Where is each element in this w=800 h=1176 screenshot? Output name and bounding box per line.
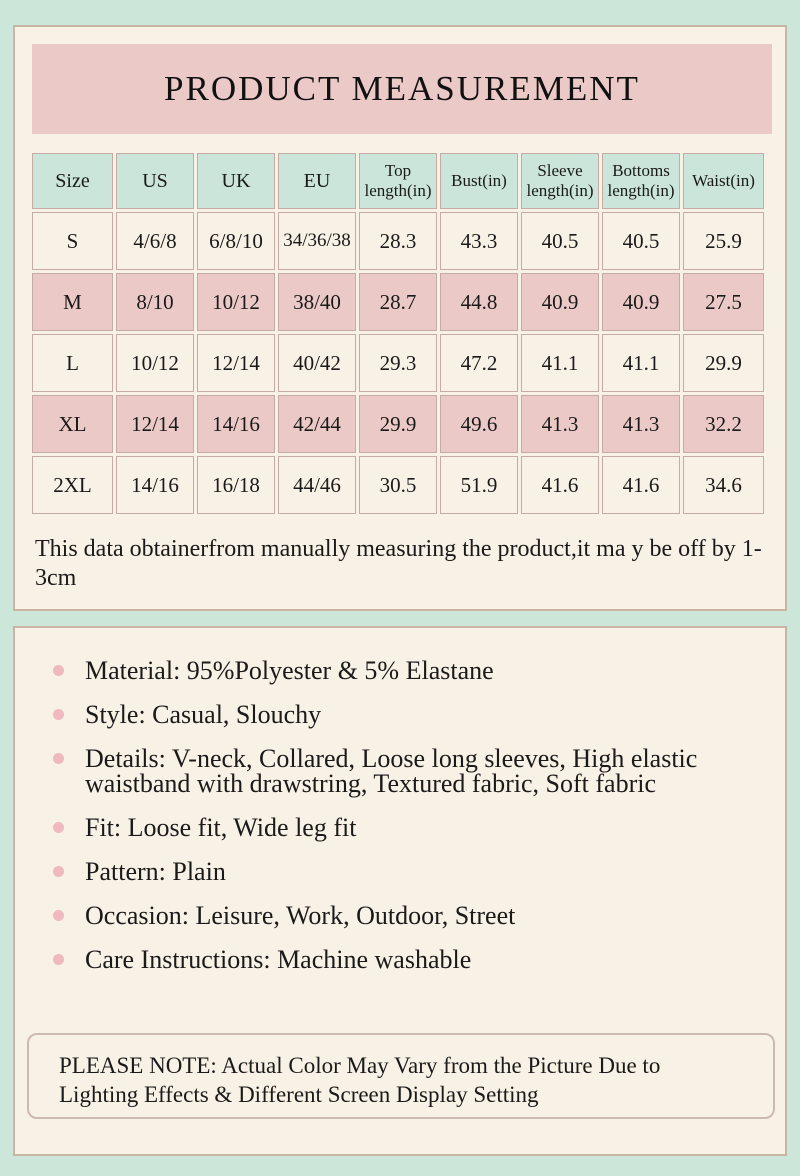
cell-eu: 42/44 [278, 395, 356, 453]
table-row [32, 456, 764, 514]
cell-us: 4/6/8 [116, 212, 194, 270]
cell-sleeve-length: 40.9 [521, 273, 599, 331]
bullet-icon [53, 822, 64, 833]
header-waist: Waist(in) [683, 153, 764, 209]
header-bust: Bust(in) [440, 153, 518, 209]
header-sleeve-length: Sleeve length(in) [521, 153, 599, 209]
cell-uk: 14/16 [197, 395, 275, 453]
cell-top-length: 28.7 [359, 273, 437, 331]
notice-label: PLEASE NOTE: [59, 1053, 217, 1078]
header-top-length: Top length(in) [359, 153, 437, 209]
list-item-fit: Fit: Loose fit, Wide leg fit [51, 815, 751, 840]
header-size: Size [32, 153, 113, 209]
bullet-icon [53, 753, 64, 764]
table-row [32, 395, 764, 453]
cell-bottoms-length: 41.1 [602, 334, 680, 392]
cell-waist: 34.6 [683, 456, 764, 514]
cell-eu: 34/36/38 [278, 212, 356, 270]
cell-waist: 25.9 [683, 212, 764, 270]
cell-size: M [32, 273, 113, 331]
cell-sleeve-length: 41.6 [521, 456, 599, 514]
measurement-panel [13, 25, 787, 611]
cell-waist: 29.9 [683, 334, 764, 392]
cell-us: 14/16 [116, 456, 194, 514]
bullet-icon [53, 954, 64, 965]
cell-sleeve-length: 40.5 [521, 212, 599, 270]
table-row [32, 334, 764, 392]
cell-size: L [32, 334, 113, 392]
list-item-details: Details: V-neck, Collared, Loose long sleeves, High elastic waistband with drawstring, Textured fabric, Soft fabric [51, 746, 751, 796]
color-notice-box [27, 1033, 775, 1119]
details-list [51, 658, 751, 991]
cell-top-length: 28.3 [359, 212, 437, 270]
cell-waist: 27.5 [683, 273, 764, 331]
list-item-care: Care Instructions: Machine washable [51, 947, 751, 972]
bullet-icon [53, 709, 64, 720]
cell-uk: 16/18 [197, 456, 275, 514]
bullet-icon [53, 665, 64, 676]
bullet-icon [53, 866, 64, 877]
cell-bust: 51.9 [440, 456, 518, 514]
cell-bust: 43.3 [440, 212, 518, 270]
header-eu: EU [278, 153, 356, 209]
cell-sleeve-length: 41.3 [521, 395, 599, 453]
header-bottoms-length: Bottoms length(in) [602, 153, 680, 209]
cell-bust: 44.8 [440, 273, 518, 331]
cell-uk: 10/12 [197, 273, 275, 331]
cell-bottoms-length: 41.6 [602, 456, 680, 514]
table-header-row [32, 153, 764, 209]
cell-bust: 49.6 [440, 395, 518, 453]
list-item-pattern: Pattern: Plain [51, 859, 751, 884]
cell-bottoms-length: 41.3 [602, 395, 680, 453]
list-item-style: Style: Casual, Slouchy [51, 702, 751, 727]
cell-waist: 32.2 [683, 395, 764, 453]
header-us: US [116, 153, 194, 209]
cell-top-length: 29.9 [359, 395, 437, 453]
cell-size: 2XL [32, 456, 113, 514]
size-chart-table [29, 150, 767, 517]
bullet-icon [53, 910, 64, 921]
notice-text: Actual Color May Vary from the Picture Due to Lighting Effects & Different Screen Display Setting [59, 1053, 661, 1107]
measurement-disclaimer: This data obtainerfrom manually measuring the product,it ma y be off by 1-3cm [35, 536, 762, 591]
cell-us: 10/12 [116, 334, 194, 392]
list-item-material: Material: 95%Polyester & 5% Elastane [51, 658, 751, 683]
cell-bottoms-length: 40.5 [602, 212, 680, 270]
cell-bottoms-length: 40.9 [602, 273, 680, 331]
cell-top-length: 30.5 [359, 456, 437, 514]
page-title: PRODUCT MEASUREMENT [164, 69, 640, 108]
cell-eu: 38/40 [278, 273, 356, 331]
cell-uk: 6/8/10 [197, 212, 275, 270]
cell-eu: 40/42 [278, 334, 356, 392]
cell-bust: 47.2 [440, 334, 518, 392]
list-item-occasion: Occasion: Leisure, Work, Outdoor, Street [51, 903, 751, 928]
cell-eu: 44/46 [278, 456, 356, 514]
cell-us: 12/14 [116, 395, 194, 453]
product-details-panel [13, 626, 787, 1156]
table-row [32, 212, 764, 270]
cell-sleeve-length: 41.1 [521, 334, 599, 392]
title-banner [32, 44, 772, 134]
header-uk: UK [197, 153, 275, 209]
cell-us: 8/10 [116, 273, 194, 331]
table-row [32, 273, 764, 331]
cell-size: XL [32, 395, 113, 453]
cell-top-length: 29.3 [359, 334, 437, 392]
cell-uk: 12/14 [197, 334, 275, 392]
cell-size: S [32, 212, 113, 270]
